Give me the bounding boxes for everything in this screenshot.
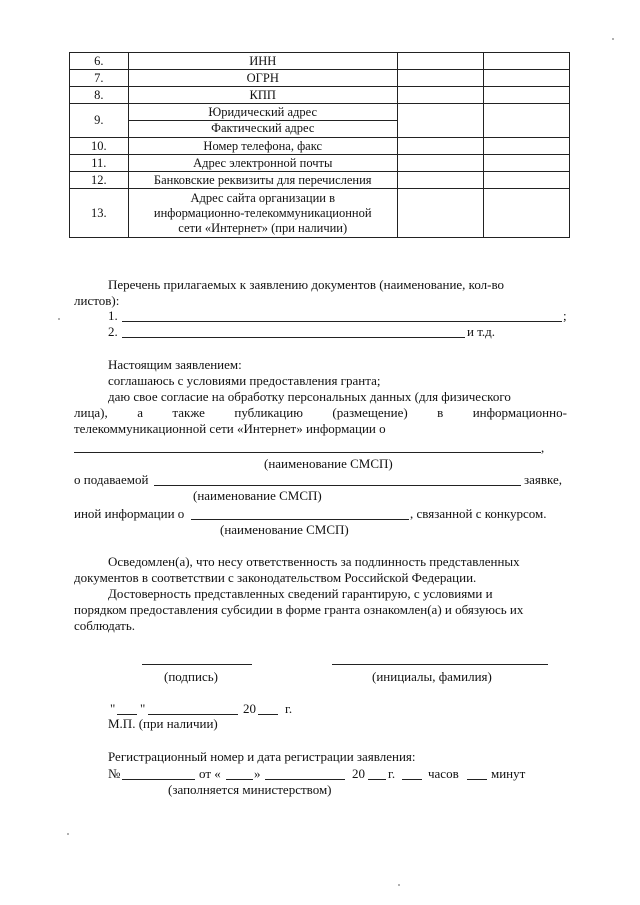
smsp-name-caption: (наименование СМСП) <box>264 456 393 471</box>
row-label-line: информационно-телекоммуникационной <box>153 205 372 220</box>
value-cell[interactable] <box>397 104 483 138</box>
table-row <box>70 87 570 104</box>
row-label-line: сети «Интернет» (при наличии) <box>178 220 348 235</box>
registration-year-line[interactable] <box>368 779 386 780</box>
line-comma: , <box>541 440 545 455</box>
registration-month-line[interactable] <box>265 779 345 780</box>
signature-caption: (подпись) <box>164 669 218 684</box>
reliability-line2: порядком предоставления субсидии в форме гранта ознакомлен(а) и обязуюсь их <box>74 602 524 617</box>
document-item-2-line[interactable] <box>122 337 465 338</box>
value-cell[interactable] <box>483 87 569 104</box>
reliability-line1: Достоверность представленных сведений гарантирую, с условиями и <box>108 586 493 601</box>
word: также <box>172 405 205 420</box>
word: информационно- <box>472 405 567 420</box>
registration-number-sign: № <box>108 766 121 781</box>
scan-speck <box>67 833 69 835</box>
submitted-application-line[interactable] <box>154 485 521 486</box>
table-row <box>70 104 570 138</box>
registration-year-suffix: г. <box>388 766 396 781</box>
value-cell[interactable] <box>397 53 483 70</box>
consent-paragraph-line3: телекоммуникационной сети «Интернет» информации о <box>74 421 386 436</box>
row-number: 12. <box>70 172 129 189</box>
responsibility-line1: Осведомлен(а), что несу ответственность за подлинность представленных <box>108 554 520 569</box>
registration-heading: Регистрационный номер и дата регистрации заявления: <box>108 749 416 764</box>
value-cell[interactable] <box>483 172 569 189</box>
other-info-suffix: , связанной с конкурсом. <box>410 506 547 521</box>
document-item-end: ; <box>563 308 567 323</box>
table-row <box>70 70 570 87</box>
table-row <box>70 172 570 189</box>
row-number: 7. <box>70 70 129 87</box>
scan-speck <box>398 884 400 886</box>
row-number: 8. <box>70 87 129 104</box>
value-cell[interactable] <box>483 138 569 155</box>
legal-address-label: Юридический адрес <box>129 105 397 121</box>
row-label-pair <box>128 104 397 138</box>
smsp-name-line[interactable] <box>74 452 541 453</box>
requisites-table <box>69 52 570 238</box>
registration-year-prefix: 20 <box>352 766 365 781</box>
table-row <box>70 138 570 155</box>
date-day-line[interactable] <box>117 714 137 715</box>
word: в <box>437 405 444 420</box>
row-label: ОГРН <box>128 70 397 87</box>
submitted-suffix: заявке, <box>524 472 563 487</box>
smsp-name-caption: (наименование СМСП) <box>220 522 349 537</box>
documents-intro-line1: Перечень прилагаемых к заявлению документов (наименование, кол-во <box>108 277 505 292</box>
registration-number-line[interactable] <box>122 779 195 780</box>
date-year-suffix: г. <box>285 701 293 716</box>
row-number: 11. <box>70 155 129 172</box>
scan-speck <box>612 38 614 40</box>
other-info-prefix: иной информации о <box>74 506 185 521</box>
row-label: Адрес электронной почты <box>128 155 397 172</box>
registration-minutes-line[interactable] <box>467 779 487 780</box>
consent-paragraph-line2 <box>74 405 567 421</box>
registration-hours-label: часов <box>428 766 459 781</box>
table-row <box>70 189 570 238</box>
value-cell[interactable] <box>397 189 483 238</box>
value-cell[interactable] <box>483 70 569 87</box>
full-name-line[interactable] <box>332 664 548 665</box>
value-cell[interactable] <box>397 70 483 87</box>
value-cell[interactable] <box>397 87 483 104</box>
document-item-number: 2. <box>108 324 118 339</box>
date-quote-open: " <box>110 701 116 716</box>
registration-hours-line[interactable] <box>402 779 422 780</box>
row-label: КПП <box>128 87 397 104</box>
document-item-number: 1. <box>108 308 118 323</box>
value-cell[interactable] <box>483 189 569 238</box>
value-cell[interactable] <box>483 155 569 172</box>
registration-note: (заполняется министерством) <box>168 782 332 797</box>
row-number: 13. <box>70 189 129 238</box>
reliability-line3: соблюдать. <box>74 618 136 633</box>
value-cell[interactable] <box>483 104 569 138</box>
row-number: 6. <box>70 53 129 70</box>
row-number: 9. <box>70 104 129 138</box>
actual-address-label: Фактический адрес <box>211 121 315 135</box>
row-label: ИНН <box>128 53 397 70</box>
document-item-1-line[interactable] <box>122 321 562 322</box>
consent-terms: соглашаюсь с условиями предоставления гранта; <box>108 373 381 388</box>
date-year-prefix: 20 <box>243 701 256 716</box>
signature-line[interactable] <box>142 664 252 665</box>
row-label-multiline <box>128 189 397 238</box>
word: лица), <box>74 405 108 420</box>
responsibility-line2: документов в соответствии с законодательством Российской Федерации. <box>74 570 477 585</box>
value-cell[interactable] <box>397 172 483 189</box>
documents-intro-line2: листов): <box>74 293 120 308</box>
row-label-line: Адрес сайта организации в <box>190 190 335 205</box>
registration-close-quote: » <box>254 766 261 781</box>
consent-heading: Настоящим заявлением: <box>108 357 242 372</box>
stamp-label: М.П. (при наличии) <box>108 716 218 731</box>
table-row <box>70 155 570 172</box>
registration-from: от « <box>199 766 221 781</box>
value-cell[interactable] <box>397 155 483 172</box>
date-month-line[interactable] <box>148 714 238 715</box>
value-cell[interactable] <box>397 138 483 155</box>
other-info-line[interactable] <box>191 519 409 520</box>
submitted-prefix: о подаваемой <box>74 472 149 487</box>
full-name-caption: (инициалы, фамилия) <box>372 669 492 684</box>
row-label: Банковские реквизиты для перечисления <box>128 172 397 189</box>
table-row <box>70 53 570 70</box>
scan-speck <box>58 318 60 320</box>
registration-day-line[interactable] <box>226 779 253 780</box>
consent-paragraph-line1: даю свое согласие на обработку персональных данных (для физического <box>108 389 511 404</box>
word: (размещение) <box>332 405 408 420</box>
word: а <box>137 405 143 420</box>
value-cell[interactable] <box>483 53 569 70</box>
row-label: Номер телефона, факс <box>128 138 397 155</box>
date-year-line[interactable] <box>258 714 278 715</box>
row-number: 10. <box>70 138 129 155</box>
registration-minutes-label: минут <box>491 766 526 781</box>
word: публикацию <box>234 405 303 420</box>
date-quote-close: " <box>140 701 146 716</box>
smsp-name-caption: (наименование СМСП) <box>193 488 322 503</box>
document-item-etc: и т.д. <box>467 324 496 339</box>
